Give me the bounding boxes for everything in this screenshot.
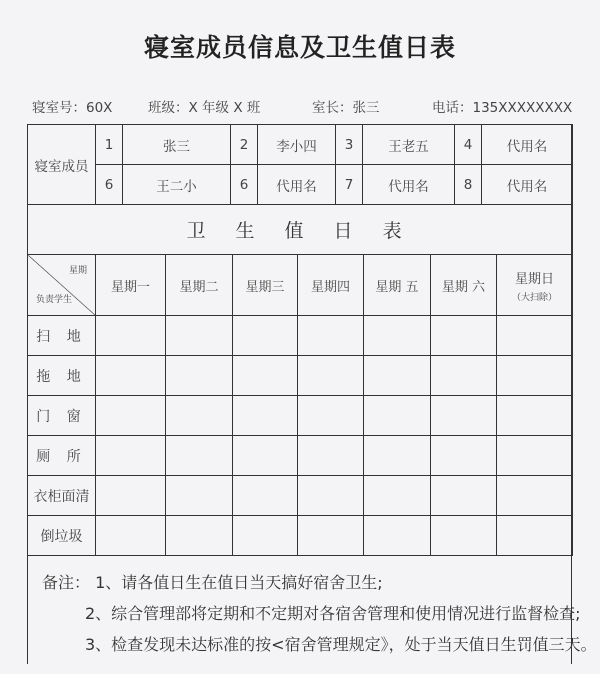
duty-cell[interactable]: [233, 436, 298, 476]
member-name: 王老五: [363, 125, 455, 165]
day-header-row: [28, 255, 573, 316]
member-number: 8: [455, 165, 482, 205]
duty-cell[interactable]: [298, 436, 364, 476]
duty-cell[interactable]: [233, 316, 298, 356]
task-row: [28, 396, 573, 436]
corner-student-label: 负责学生: [36, 295, 73, 305]
task-row: [28, 476, 573, 516]
duty-cell[interactable]: [497, 476, 573, 516]
duty-cell[interactable]: [166, 476, 233, 516]
task-label: 衣柜面清: [28, 476, 96, 516]
page-title: 寝室成员信息及卫生值日表: [143, 33, 456, 62]
duty-cell[interactable]: [364, 396, 431, 436]
duty-cell[interactable]: [233, 476, 298, 516]
member-number: 7: [336, 165, 363, 205]
duty-cell[interactable]: [431, 396, 497, 436]
member-number: 6: [231, 165, 258, 205]
room-leader: 室长：张三: [312, 100, 380, 116]
corner-header: [28, 255, 96, 316]
duty-cell[interactable]: [497, 436, 573, 476]
note-line-2: 2、综合管理部将定期和不定期对各宿舍管理和使用情况进行监督检查;: [85, 604, 581, 623]
duty-cell[interactable]: [96, 356, 166, 396]
duty-cell[interactable]: [364, 476, 431, 516]
duty-cell[interactable]: [431, 516, 497, 556]
corner-weekday-label: 星期: [68, 266, 87, 276]
member-number: 6: [96, 165, 123, 205]
sunday-note: （大扫除）: [512, 292, 558, 303]
duty-cell[interactable]: [364, 356, 431, 396]
member-number: 2: [231, 125, 258, 165]
duty-cell[interactable]: [166, 316, 233, 356]
duty-title: 卫 生 值 日 表: [28, 205, 573, 255]
duty-cell[interactable]: [364, 436, 431, 476]
members-row: [28, 165, 573, 205]
task-row: [28, 436, 573, 476]
members-table: [27, 124, 573, 205]
room-number: 寝室号：60X: [32, 100, 113, 116]
note-line-1: 备注： 1、请各值日生在值日当天搞好宿舍卫生;: [42, 573, 383, 592]
duty-cell[interactable]: [431, 316, 497, 356]
duty-cell[interactable]: [166, 436, 233, 476]
duty-cell[interactable]: [96, 476, 166, 516]
task-row: [28, 356, 573, 396]
duty-cell[interactable]: [497, 316, 573, 356]
duty-cell[interactable]: [431, 356, 497, 396]
member-name: 李小四: [258, 125, 336, 165]
day-friday: 星期 五: [364, 255, 431, 316]
task-label: 倒垃圾: [28, 516, 96, 556]
task-row: [28, 516, 573, 556]
task-label: 厕 所: [28, 436, 96, 476]
duty-cell[interactable]: [166, 396, 233, 436]
day-tuesday: 星期二: [166, 255, 233, 316]
member-name: 代用名: [482, 165, 573, 205]
member-name: 代用名: [482, 125, 573, 165]
duty-cell[interactable]: [298, 396, 364, 436]
members-row: [28, 125, 573, 165]
duty-cell[interactable]: [233, 356, 298, 396]
duty-cell[interactable]: [233, 516, 298, 556]
task-row: [28, 316, 573, 356]
duty-cell[interactable]: [298, 356, 364, 396]
day-wednesday: 星期三: [233, 255, 298, 316]
member-name: 代用名: [363, 165, 455, 205]
task-label: 拖 地: [28, 356, 96, 396]
duty-cell[interactable]: [96, 436, 166, 476]
day-saturday: 星期 六: [431, 255, 497, 316]
duty-cell[interactable]: [298, 316, 364, 356]
duty-cell[interactable]: [96, 316, 166, 356]
duty-cell[interactable]: [497, 396, 573, 436]
member-number: 4: [455, 125, 482, 165]
member-name: 张三: [123, 125, 231, 165]
duty-cell[interactable]: [431, 436, 497, 476]
duty-cell[interactable]: [233, 396, 298, 436]
duty-cell[interactable]: [298, 476, 364, 516]
member-number: 1: [96, 125, 123, 165]
members-label: 寝室成员: [28, 125, 96, 205]
note-line-3: 3、检查发现未达标准的按<宿舍管理规定》，处于当天值日生罚值三天。: [85, 635, 597, 654]
duty-cell[interactable]: [364, 516, 431, 556]
duty-cell[interactable]: [96, 396, 166, 436]
day-thursday: 星期四: [298, 255, 364, 316]
day-sunday-label: 星期日: [515, 271, 555, 287]
duty-cell[interactable]: [364, 316, 431, 356]
class-info: 班级：X 年级 X 班: [148, 100, 261, 116]
duty-table: [27, 204, 573, 556]
phone-number: 电话：135XXXXXXXX: [432, 100, 573, 116]
duty-cell[interactable]: [166, 356, 233, 396]
day-sunday: [497, 255, 573, 316]
duty-cell[interactable]: [298, 516, 364, 556]
member-name: 王二小: [123, 165, 231, 205]
task-label: 门 窗: [28, 396, 96, 436]
day-monday: 星期一: [96, 255, 166, 316]
task-label: 扫 地: [28, 316, 96, 356]
duty-cell[interactable]: [166, 516, 233, 556]
duty-cell[interactable]: [497, 356, 573, 396]
duty-cell[interactable]: [431, 476, 497, 516]
duty-cell[interactable]: [96, 516, 166, 556]
member-name: 代用名: [258, 165, 336, 205]
member-number: 3: [336, 125, 363, 165]
duty-cell[interactable]: [497, 516, 573, 556]
